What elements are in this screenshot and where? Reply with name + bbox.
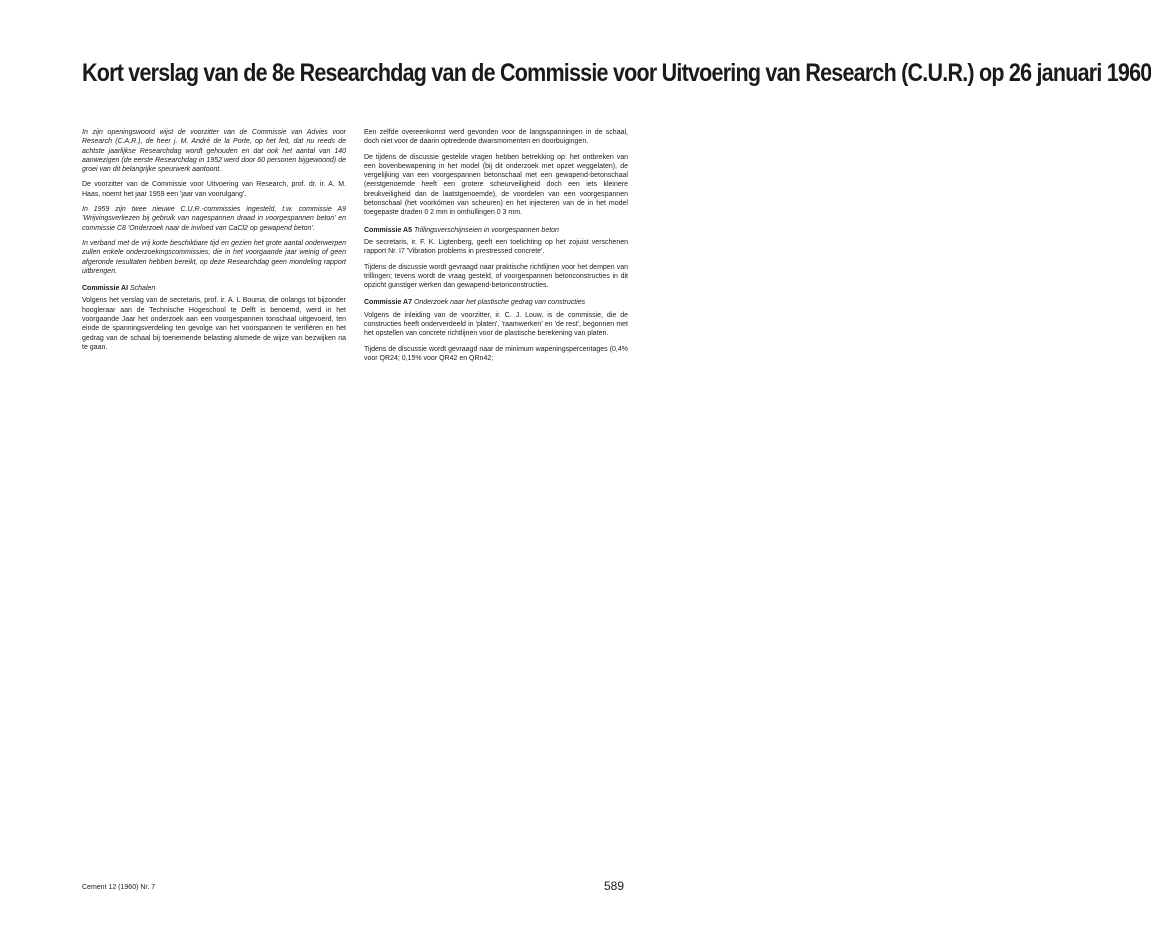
intro-paragraph: In zijn openingswoord wijst de voorzitter van de Commissie van Advies voor Research (C.A.R.), de heer j. M. André de la Porte, op het feit, dat nu reeds de achtste jaarlijkse Researchdag wordt gehouden en dat ook het aantal van 140 aanwezigen (de eerste Researchdag in 1952 werd door 60 personen bijgewoond) de groei van dit belangrijke speurwerk aantoont.	[82, 129, 346, 174]
body-paragraph: Tijdens de discussie wordt gevraagd naar de minimum wapeningspercentages (0,4% voor QR24; 0,15% voor QR42 en QRn42;	[364, 345, 628, 362]
journal-footer: Cement 12 (1960) Nr. 7	[82, 884, 156, 891]
body-paragraph: Een zelfde overeenkomst werd gevonden voor de langsspanningen in de schaal, doch niet voor de daarin optredende dwarsmomenten en doorbuigingen.	[364, 129, 628, 146]
section-label: Commissie A5	[364, 226, 412, 234]
intro-paragraph: In 1959 zijn twee nieuwe C.U.R.-commissies ingesteld, t.w. commissie A9 'Wrijvingsverliezen bij gebruik van nagespannen draad in voorgespannen beton' en commissie C8 'Onderzoek naar de invloed van CaCl2 op gewapend beton'.	[82, 206, 346, 232]
right-column	[364, 128, 628, 369]
intro-paragraph: In verband met de vrij korte beschikbare tijd en gezien het grote aantal onderwerpen zullen enkele onderzoekingscommissies, die in het voorgaande jaar weinig of geen afgeronde resultaten hebben bereikt, op deze Researchdag geen mondeling rapport uitbrengen.	[82, 239, 346, 275]
section-heading-a1	[82, 284, 346, 293]
intro-paragraph: De voorzitter van de Commissie voor Uitvoering van Research, prof. dr. ir. A. M. Haas, noemt het jaar 1959 een 'jaar van voorulgang'.	[82, 181, 346, 198]
page-title: Kort verslag van de 8e Researchdag van de Commissie voor Uitvoering van Research (C.U.R.) op 26 januari 1960	[82, 59, 1151, 87]
section-subtitle: Trillingsverschijnseien in voorgespannen beton	[413, 226, 559, 234]
body-paragraph: De secretaris, ir. F. K. Ligtenberg, geeft een toelichting op het zojuist verschenen rapport Nr. I7 'Vibration problems in prestressed concrete'.	[364, 238, 628, 256]
section-subtitle: Onderzoek naar het plastische gedrag van constructies	[413, 299, 586, 307]
section-subtitle: Schalen	[130, 285, 156, 293]
section-heading-a7	[364, 298, 628, 307]
section-label: Commissie A7	[364, 299, 412, 307]
body-paragraph: Volgens het verslag van de secretaris, prof. ir. A. L Bouma, die onlangs tot bijzonder hoogleraar aan de Technische Hogeschool te Delft is benoemd, werd in het voorgaande Jaar het onderzoek aan een voorgespannen tonschaal uitgevoerd, ten einde de spanningsverdeling ten gevolge van het voorspannen te verifiëren en het gedrag van de schaal bij toenemende belasting alsmede de wijze van bezwijken na te gaan.	[82, 297, 346, 351]
body-paragraph: De tijdens de discussie gestelde vragen hebben betrekking op: het ontbreken van een bovenbewapening in het model (bij dit onderzoek met opzet weggelaten), de vergelijking van een voorgespannen betonschaal met een gewapend-betonschaal (eerstgenoemde heeft een grotere scheurveiligheid doch een iets kleinere breukveiligheid dan de laatstgenoemde), de voordelen van een voorgespannen betonschaal (het voorkómen van scheuren) en het injecteren van de in het model toegepaste draden 0 2 mm in omhullingen 0 3 mm.	[364, 153, 628, 217]
section-label: Commissie AI	[82, 285, 129, 293]
body-paragraph: Volgens de inleiding van de voorzitter, ir. C. J. Louw, is de commissie, die de constructies heeft onderverdeeld in 'platen', 'raamwerken' en 'de rest', begonnen met het opstellen van concrete richtlijnen voor de plastische berekening van platen.	[364, 311, 628, 338]
page-number: 589	[604, 879, 625, 893]
section-heading-a5	[364, 226, 628, 235]
left-column	[82, 128, 346, 358]
body-paragraph: Tijdens de discussie wordt gevraagd naar praktische richtlijnen voor het dempen van trillingen; tevens wordt de vraag gesteld, of voorgespannen betonconstructies in dit opzicht gunstiger werken dan gewapend-betonconstructies.	[364, 263, 628, 290]
